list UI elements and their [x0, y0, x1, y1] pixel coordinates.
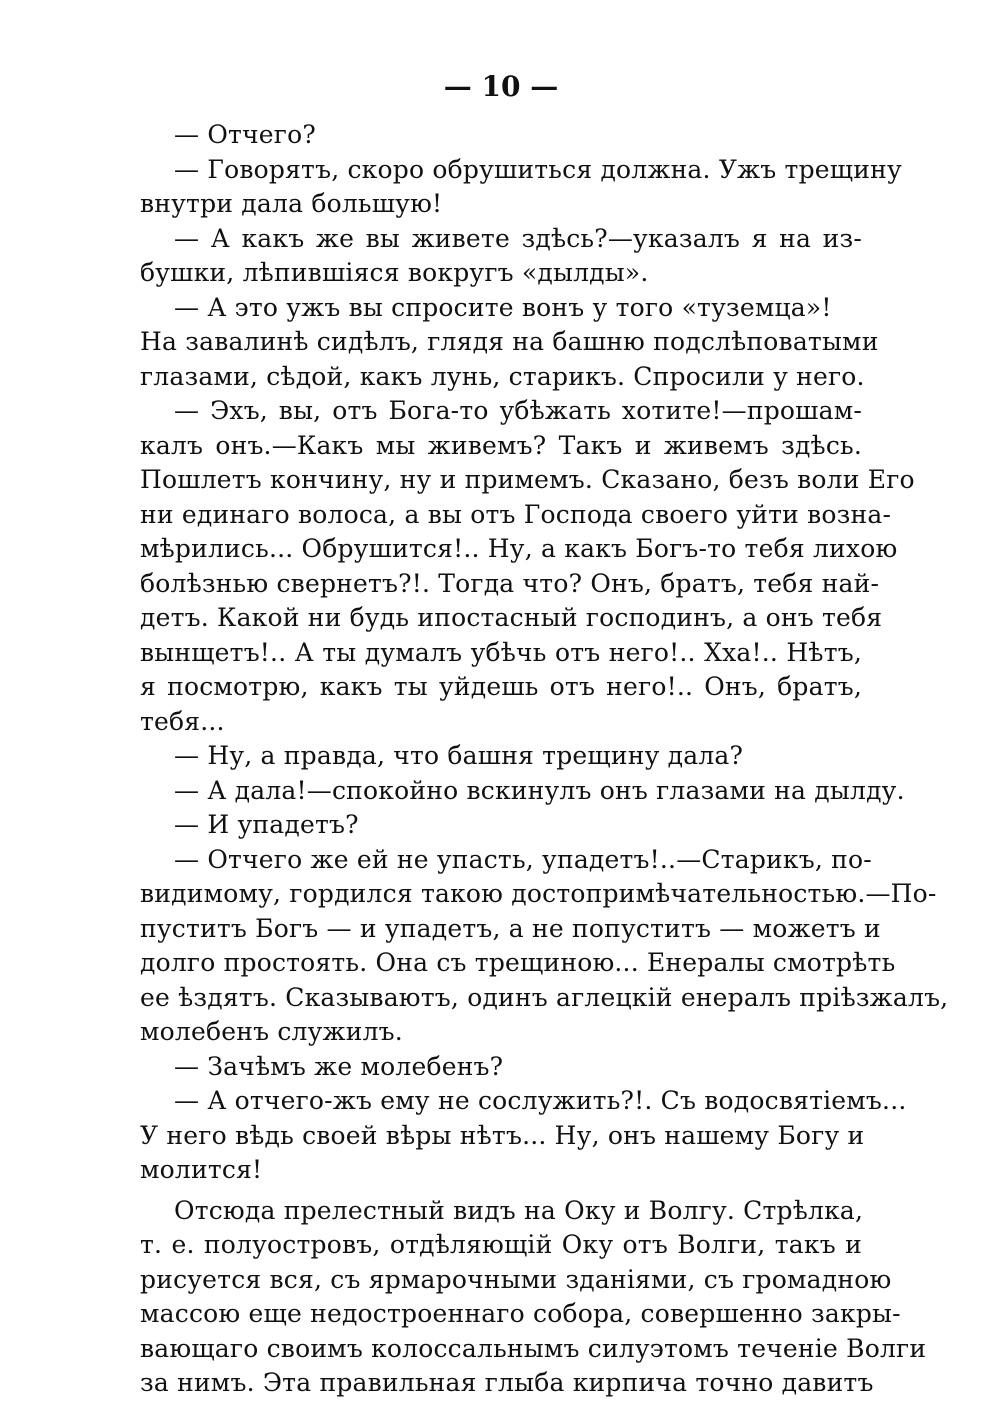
text-line: пуститъ Богъ — и упадетъ, а не попуститъ — можетъ и — [140, 913, 881, 943]
text-line: болѣзнью свернетъ?!. Тогда что? Онъ, братъ, тебя най- — [140, 568, 880, 598]
text-line: — А отчего-жъ ему не сослужить?!. Съ водосвятіемъ... — [174, 1086, 907, 1115]
text-line: молится! — [140, 1155, 263, 1184]
text-line: Пошлетъ кончину, ну и примемъ. Сказано, безъ воли Его — [140, 465, 915, 494]
text-line: внутри дала большую! — [140, 189, 443, 218]
text-line: бушки, лѣпившіяся вокругъ «дылды». — [140, 258, 649, 287]
text-line: — А дала!—спокойно вскинулъ онъ глазами на дылду. — [174, 775, 905, 805]
text-line: за нимъ. Эта правильная глыба кирпича точно давитъ — [140, 1368, 874, 1397]
book-page — [140, 62, 949, 1401]
text-line: молебенъ служилъ. — [140, 1017, 403, 1046]
text-line: ее ѣздятъ. Сказываютъ, одинъ аглецкій енералъ пріѣзжалъ, — [140, 982, 949, 1012]
text-line: — Ну, а правда, что башня трещину дала? — [174, 741, 744, 770]
text-line: На завалинѣ сидѣлъ, глядя на башню подслѣповатыми — [140, 327, 879, 356]
text-line: — Отчего? — [174, 120, 316, 149]
text-line: долго простоять. Она съ трещиною... Енералы смотрѣть — [140, 948, 896, 977]
text-line: — Отчего же ей не упасть, упадетъ!..—Старикъ, по- — [174, 844, 872, 874]
text-line: рисуется вся, съ ярмарочными зданіями, съ громадною — [140, 1264, 892, 1294]
text-line: ни единаго волоса, а вы отъ Господа своего уйти возна- — [140, 499, 892, 529]
text-line: — А какъ же вы живете здѣсь?—указалъ я на из- — [174, 223, 862, 253]
text-line: Отсюда прелестный видъ на Оку и Волгу. Стрѣлка, — [174, 1195, 864, 1225]
text-line: — Зачѣмъ же молебенъ? — [174, 1051, 504, 1081]
text-line: вающаго своимъ колоссальнымъ силуэтомъ теченіе Волги — [140, 1333, 927, 1363]
text-line: я посмотрю, какъ ты уйдешь отъ него!.. Онъ, братъ, — [140, 672, 862, 701]
text-line: массою еще недостроеннаго собора, совершенно закры- — [140, 1299, 901, 1328]
text-line: детъ. Какой ни будь ипостасный господинъ, а онъ тебя — [140, 603, 883, 632]
text-line: вынщетъ!.. А ты думалъ убѣчь отъ него!.. Хха!.. Нѣтъ, — [140, 637, 862, 667]
text-line: т. е. полуостровъ, отдѣляющій Оку отъ Волги, такъ и — [140, 1230, 862, 1259]
text-body — [140, 118, 949, 1401]
page-number: — 10 — — [443, 70, 559, 103]
text-line: — А это ужъ вы спросите вонъ у того «туземца»! — [174, 292, 832, 322]
text-line: У него вѣдь своей вѣры нѣтъ... Ну, онъ нашему Богу и — [140, 1120, 865, 1150]
text-line: — И упадетъ? — [174, 810, 359, 839]
text-line: видимому, гордился такою достопримѣчательностью.—По- — [140, 879, 937, 908]
text-line: калъ онъ.—Какъ мы живемъ? Такъ и живемъ здѣсь. — [140, 430, 862, 460]
text-line: — Говорятъ, скоро обрушиться должна. Ужъ трещину — [174, 154, 902, 184]
text-line: тебя... — [140, 706, 225, 736]
text-line: мѣрились... Обрушится!.. Ну, а какъ Богъ-то тебя лихою — [140, 534, 898, 563]
text-line: — Эхъ, вы, отъ Бога-то убѣжать хотите!—прошам- — [174, 396, 862, 425]
text-line: глазами, сѣдой, какъ лунь, старикъ. Спросили у него. — [140, 361, 865, 391]
